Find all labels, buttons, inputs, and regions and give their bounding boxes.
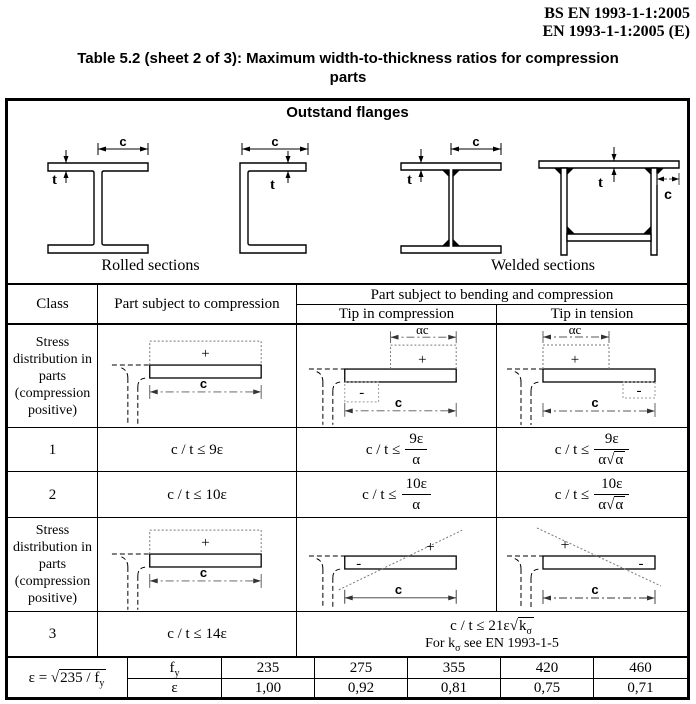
- class-3-compression-limit: c / t ≤ 14ε: [98, 612, 297, 658]
- i-section-outline: [48, 163, 148, 253]
- epsilon-formula-cell: [8, 658, 128, 697]
- sigma-subscript: σ: [455, 642, 461, 654]
- note-prefix: For k: [425, 635, 456, 651]
- stress-triangular-diagram: [297, 518, 496, 612]
- arrow-right-icon: [448, 595, 456, 600]
- class-3-formula: $c / t \le 21\varepsilon√k_\sigma$: [450, 617, 532, 637]
- standard-reference-line2: EN 1993-1-1:2005 (E): [542, 23, 690, 40]
- fy-label: [170, 659, 180, 677]
- arrow-right-icon: [253, 578, 261, 583]
- formula-prefix: c / t ≤ 21ε: [450, 617, 510, 634]
- plus-sign: +: [418, 351, 427, 368]
- class-3-note: [425, 635, 559, 652]
- table-title-line1: Table 5.2 (sheet 2 of 3): Maximum width-to-thickness ratios for compression: [77, 50, 619, 67]
- dim-t-label: t: [270, 177, 275, 193]
- denominator: α: [402, 494, 431, 514]
- class-2-tip-compression-limit: [297, 472, 497, 518]
- arrow-left-icon: [150, 578, 158, 583]
- numerator: 9ε: [409, 431, 424, 447]
- sigma-subscript: σ: [526, 625, 532, 637]
- numerator: 10ε: [405, 476, 427, 492]
- class-3-number: 3: [8, 612, 98, 658]
- fraction: [405, 430, 427, 469]
- arrow-up-icon: [64, 171, 69, 178]
- class-2-number: 2: [8, 472, 98, 518]
- flange-outline: [345, 369, 456, 382]
- arrow-left-icon: [391, 334, 399, 339]
- note-suffix: see EN 1993-1-5: [460, 635, 559, 651]
- arrow-up-icon: [419, 170, 424, 177]
- arrow-right-icon: [647, 595, 655, 600]
- f-base: f: [169, 660, 175, 676]
- epsilon-value: 0,81: [408, 679, 501, 697]
- class-3-merged-limit: [297, 612, 687, 658]
- class-2-compression-limit: c / t ≤ 10ε: [98, 472, 297, 518]
- arrow-left-icon: [451, 147, 459, 152]
- section-title: Outstand flanges: [286, 104, 409, 121]
- plus-sign: +: [201, 345, 210, 362]
- fy-value: 275: [315, 658, 408, 679]
- arrow-right-icon: [140, 147, 148, 152]
- stress-distribution-label-2: Stress distribution in parts (compression positive): [8, 518, 98, 612]
- arrow-left-icon: [242, 147, 250, 152]
- fraction: [594, 475, 629, 514]
- class-1-tip-compression-limit: [297, 428, 497, 472]
- fy-row-label: [128, 658, 222, 679]
- radicand-text: 235 / f: [60, 669, 100, 686]
- web-dashed: [513, 558, 540, 608]
- epsilon-value: 0,75: [501, 679, 594, 697]
- arrow-left-icon: [98, 147, 106, 152]
- table-title-line2: parts: [329, 69, 367, 86]
- arrow-left-icon: [543, 334, 551, 339]
- epsilon-formula: $\varepsilon = √235 / f_y$: [28, 669, 105, 689]
- stress-diagram-tip-compression-1: [297, 325, 497, 428]
- minus-sign: -: [636, 382, 642, 399]
- dim-t-label: t: [598, 175, 603, 191]
- dim-c-label: c: [199, 375, 208, 391]
- header-class: Class: [8, 285, 98, 325]
- dim-c-label: c: [271, 137, 279, 149]
- class-2-tip-tension-limit: [497, 472, 687, 518]
- arrow-down-icon: [64, 156, 69, 163]
- arrow-left-icon: [543, 595, 551, 600]
- welded-sections-label: Welded sections: [490, 257, 595, 274]
- web-dashed: [119, 556, 147, 610]
- arrow-right-icon: [672, 177, 679, 182]
- arrow-down-icon: [286, 156, 291, 163]
- dim-c-label: c: [394, 394, 403, 410]
- dim-c-label: c: [119, 137, 127, 149]
- arrow-right-icon: [601, 334, 609, 339]
- standard-reference-line1: BS EN 1993-1-1:2005: [544, 5, 690, 22]
- alpha-c-label: αc: [568, 324, 582, 337]
- minus-sign: -: [356, 555, 362, 572]
- formula-prefix: c / t ≤: [365, 441, 401, 458]
- web-dashed: [315, 558, 342, 608]
- header-bending-compression: Part subject to bending and compression: [297, 285, 687, 305]
- arrow-down-icon: [612, 154, 617, 161]
- denominator: α: [405, 449, 427, 469]
- fraction: [594, 430, 629, 469]
- stress-uniform-diagram: [98, 325, 296, 428]
- fy-value: 420: [501, 658, 594, 679]
- arrow-up-icon: [612, 168, 617, 175]
- arrow-left-icon: [150, 389, 158, 394]
- dim-c-label: c: [591, 394, 599, 410]
- stress-diagram-tip-tension-2: [497, 518, 687, 612]
- arrow-right-icon: [253, 389, 261, 394]
- c-dimension: [543, 403, 655, 417]
- outstand-flanges-diagram-cell: [8, 101, 687, 285]
- stress-uniform-diagram: [98, 518, 296, 612]
- radicand: [59, 669, 106, 689]
- formula-prefix: c / t ≤: [554, 441, 590, 458]
- table-title: [0, 49, 696, 87]
- dim-c-label: c: [664, 186, 672, 202]
- dim-t-label: t: [52, 172, 57, 188]
- plus-sign: +: [560, 536, 570, 554]
- weld-fillets: [554, 168, 664, 234]
- standard-reference: [542, 5, 690, 41]
- flange-outline: [345, 555, 456, 572]
- alpha: α: [598, 452, 607, 468]
- table-5-2: [5, 98, 690, 700]
- header-tip-tension: Tip in tension: [497, 305, 687, 325]
- stress-diagram-tip-tension-1: [497, 325, 687, 428]
- arrow-up-icon: [286, 171, 291, 178]
- arrow-right-icon: [647, 408, 655, 413]
- channel-section-diagram: [224, 137, 319, 259]
- fy-value: 460: [594, 658, 687, 679]
- plus-sign: +: [201, 534, 210, 551]
- box-outline: [539, 161, 679, 255]
- epsilon-value: 0,92: [315, 679, 408, 697]
- epsilon-value: 1,00: [222, 679, 315, 697]
- web-dashed: [513, 371, 540, 425]
- numerator: 10ε: [601, 476, 623, 492]
- flange-outline: [543, 369, 655, 382]
- stress-triangular-diagram: [497, 518, 687, 612]
- class-1-number: 1: [8, 428, 98, 472]
- welded-i-outline: [401, 163, 501, 253]
- arrow-left-icon: [543, 408, 551, 413]
- radicand: [518, 617, 534, 637]
- arrow-left-icon: [345, 595, 353, 600]
- web-dashed: [119, 367, 147, 425]
- arrow-left-icon: [657, 177, 664, 182]
- plus-sign: +: [570, 351, 580, 368]
- fy-value: 235: [222, 658, 315, 679]
- alpha-c-label: αc: [416, 324, 429, 337]
- denominator: α√α: [594, 494, 629, 514]
- plus-sign: +: [425, 538, 435, 556]
- c-dimension: [543, 590, 655, 604]
- header-part-compression: Part subject to compression: [98, 285, 297, 325]
- arrow-right-icon: [493, 147, 501, 152]
- class-1-compression-limit: c / t ≤ 9ε: [98, 428, 297, 472]
- class-1-tip-tension-limit: [497, 428, 687, 472]
- dim-c-label: c: [199, 564, 208, 580]
- radicand: α: [615, 452, 624, 468]
- formula-prefix: c / t ≤: [554, 486, 590, 503]
- minus-sign: -: [638, 555, 644, 572]
- rolled-i-section-diagram: [38, 137, 158, 259]
- stress-diagram-compression-1: [98, 325, 297, 428]
- stress-alpha-diagram: [497, 325, 687, 428]
- arrow-right-icon: [448, 334, 456, 339]
- k-base: k: [518, 617, 527, 634]
- arrow-right-icon: [300, 147, 308, 152]
- welded-i-section-diagram: [396, 137, 506, 259]
- formula-prefix: ε =: [28, 669, 51, 686]
- arrow-left-icon: [345, 408, 353, 413]
- web-dashed: [315, 371, 342, 425]
- welded-box-section-diagram: [534, 137, 684, 259]
- y-subscript: y: [174, 668, 180, 679]
- alpha: α: [598, 497, 607, 513]
- stress-diagram-compression-2: [98, 518, 297, 612]
- radicand: α: [615, 497, 624, 513]
- numerator: 9ε: [604, 431, 619, 447]
- stress-diagram-tip-compression-2: [297, 518, 497, 612]
- stress-alpha-diagram: [297, 325, 496, 428]
- dim-c-label: c: [472, 137, 480, 149]
- epsilon-row-label: ε: [128, 679, 222, 697]
- formula-prefix: c / t ≤: [362, 486, 397, 503]
- stress-distribution-label-1: Stress distribution in parts (compression positive): [8, 325, 98, 428]
- arrow-down-icon: [419, 156, 424, 163]
- arrow-right-icon: [448, 408, 456, 413]
- header-tip-compression: Tip in compression: [297, 305, 497, 325]
- dim-c-label: c: [591, 581, 599, 597]
- epsilon-value: 0,71: [627, 680, 654, 696]
- fy-value: 355: [408, 658, 501, 679]
- rolled-sections-label: Rolled sections: [101, 257, 200, 274]
- fraction: [402, 475, 431, 514]
- minus-sign: -: [359, 384, 365, 401]
- denominator: α√α: [594, 449, 629, 469]
- y-subscript: y: [99, 677, 105, 689]
- dim-c-label: c: [394, 581, 403, 597]
- dim-t-label: t: [407, 172, 412, 188]
